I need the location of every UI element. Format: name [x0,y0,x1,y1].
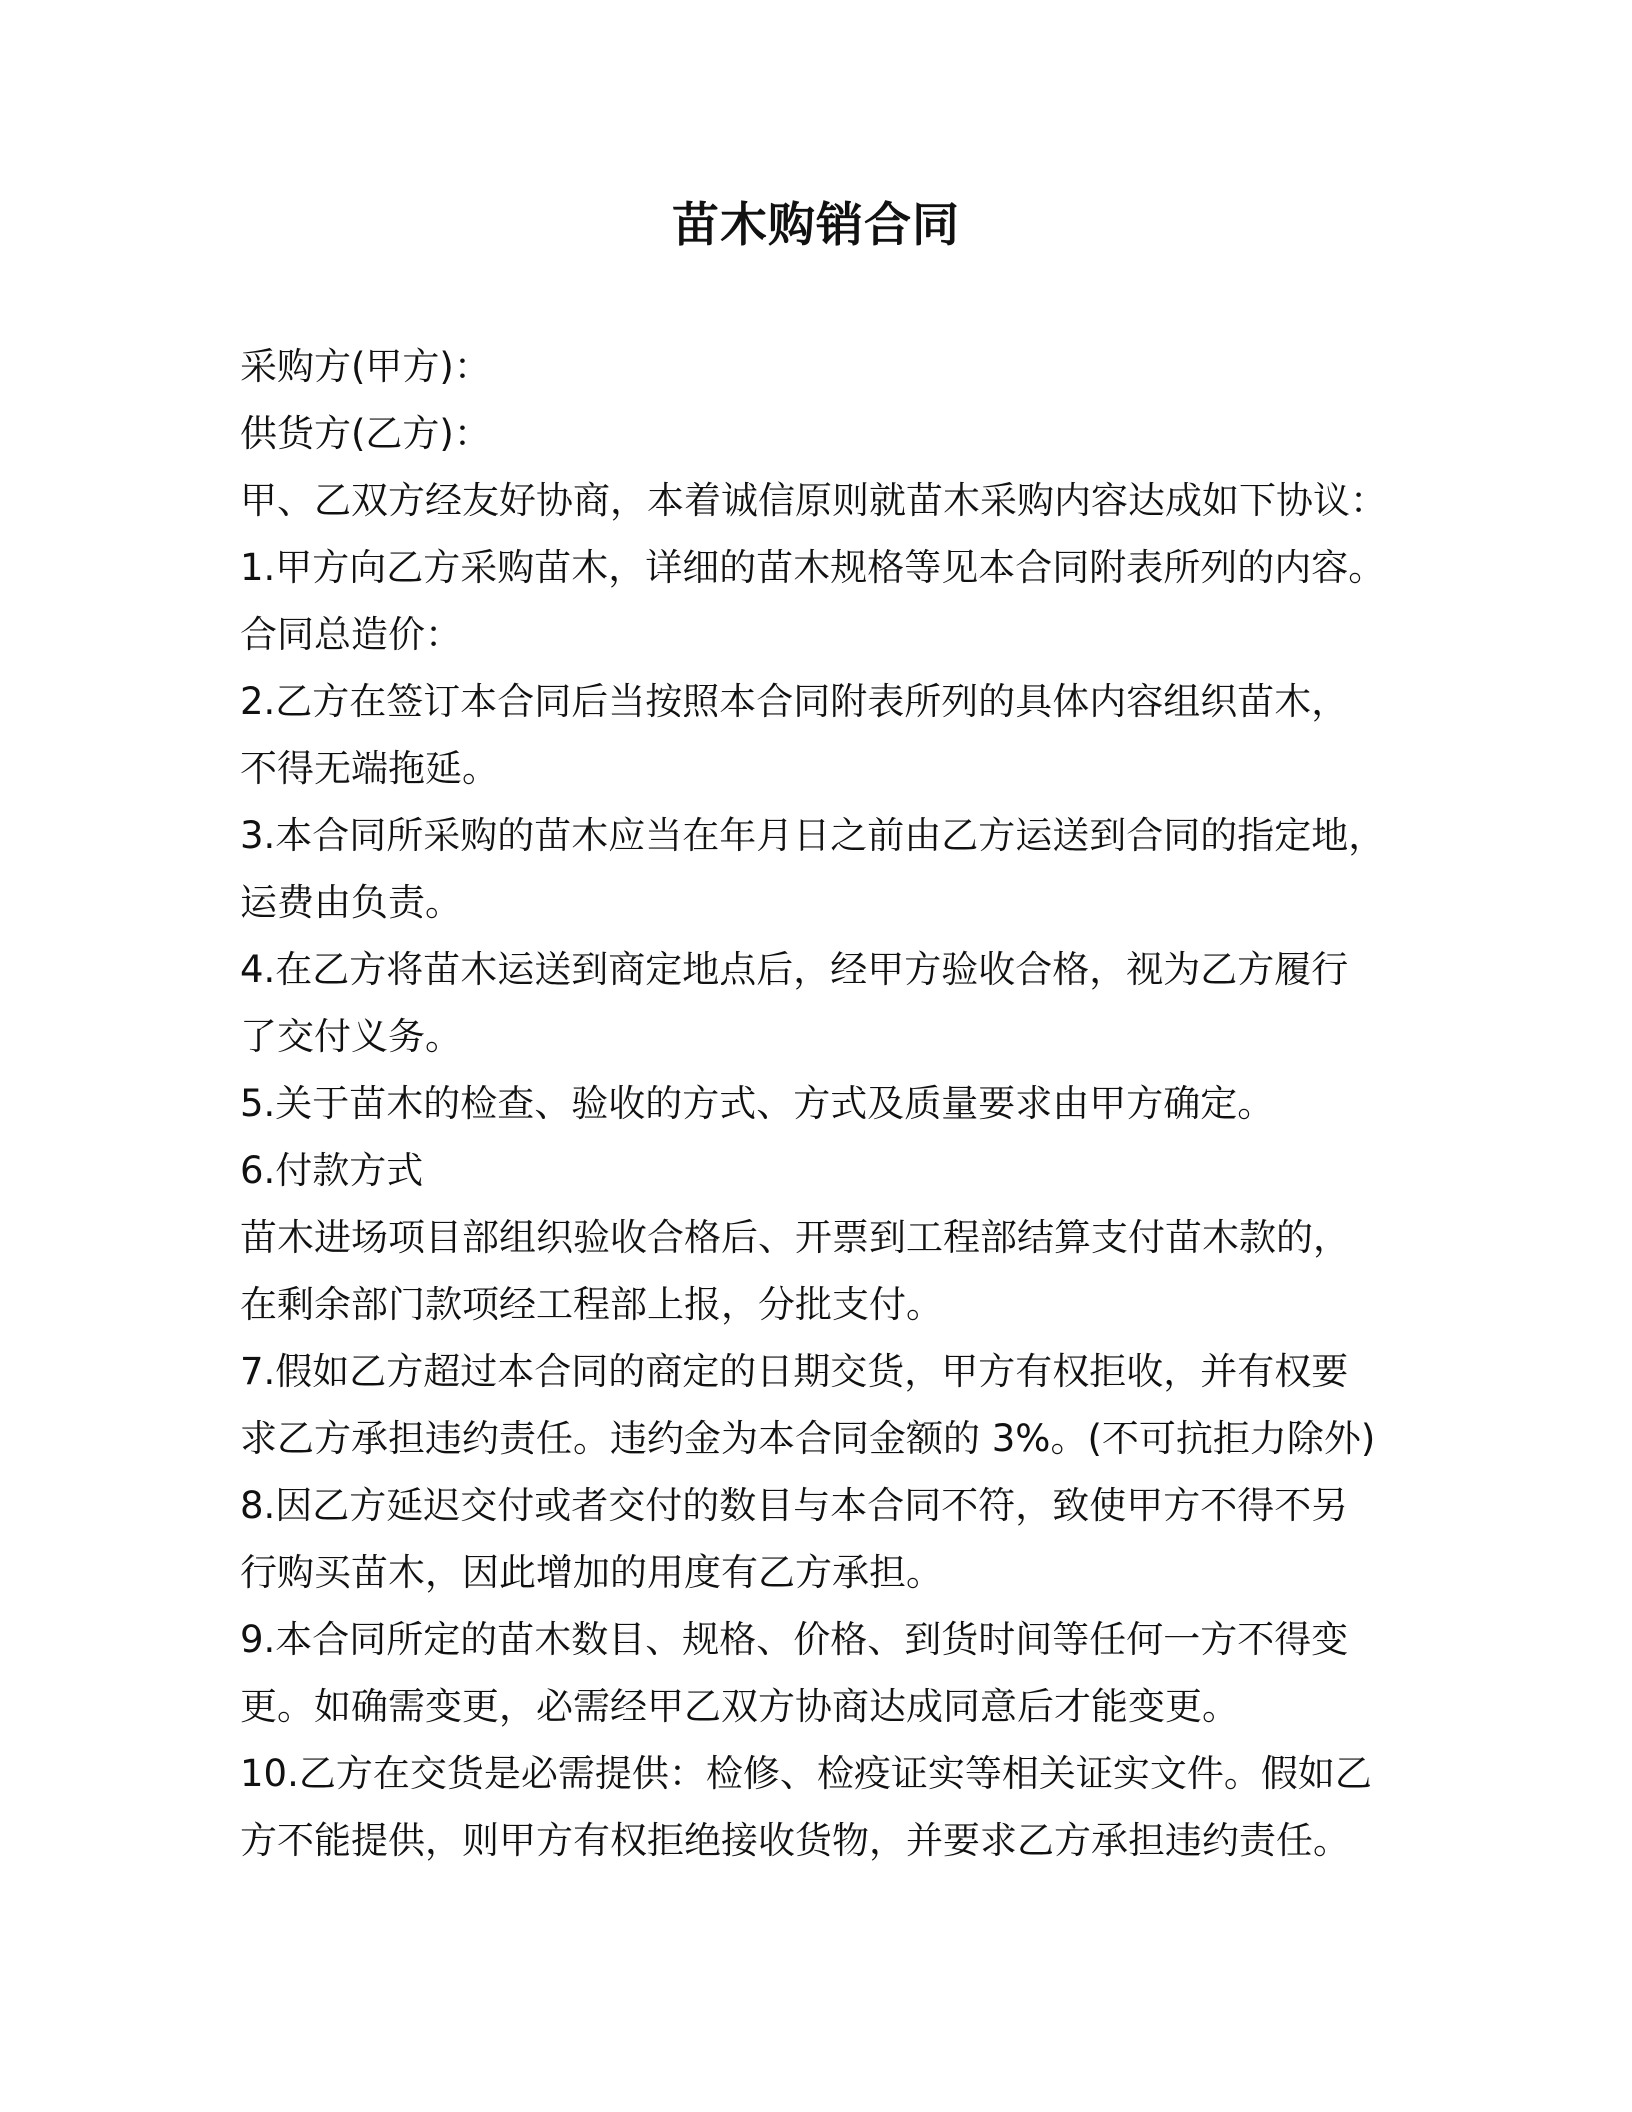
clause-7-line-2: 求乙方承担违约责任。违约金为本合同金额的 3%。(不可抗拒力除外) [240,1417,1376,1460]
clause-4-line-1: 4.在乙方将苗木运送到商定地点后，经甲方验收合格，视为乙方履行 [240,948,1349,991]
supplier-party-line: 供货方(乙方)： [240,412,491,455]
clause-10-line-2: 方不能提供，则甲方有权拒绝接收货物，并要求乙方承担违约责任。 [240,1819,1350,1862]
clause-6-heading: 6.付款方式 [240,1149,424,1192]
clause-5-line: 5.关于苗木的检查、验收的方式、方式及质量要求由甲方确定。 [240,1082,1275,1125]
clause-4-line-2: 了交付义务。 [240,1015,462,1058]
clause-2-line-1: 2.乙方在签订本合同后当按照本合同附表所列的具体内容组织苗木， [240,680,1349,723]
clause-10-line-1: 10.乙方在交货是必需提供：检修、检疫证实等相关证实文件。假如乙 [240,1752,1372,1795]
clause-6-line-2: 在剩余部门款项经工程部上报，分批支付。 [240,1283,943,1326]
clause-2-line-2: 不得无端拖延。 [240,747,499,790]
document-title: 苗木购销合同 [672,198,960,253]
clause-9-line-2: 更。如确需变更，必需经甲乙双方协商达成同意后才能变更。 [240,1685,1239,1728]
clause-8-line-2: 行购买苗木，因此增加的用度有乙方承担。 [240,1551,943,1594]
clause-9-line-1: 9.本合同所定的苗木数目、规格、价格、到货时间等任何一方不得变 [240,1618,1349,1661]
clause-8-line-1: 8.因乙方延迟交付或者交付的数目与本合同不符，致使甲方不得不另 [240,1484,1349,1527]
clause-3-line-1: 3.本合同所采购的苗木应当在年月日之前由乙方运送到合同的指定地， [240,814,1386,857]
clause-7-line-1: 7.假如乙方超过本合同的商定的日期交货，甲方有权拒收，并有权要 [240,1350,1349,1393]
contract-body [240,333,1390,1874]
clause-3-line-2: 运费由负责。 [240,881,462,924]
clause-6-line-1: 苗木进场项目部组织验收合格后、开票到工程部结算支付苗木款的， [240,1216,1350,1259]
buyer-party-line: 采购方(甲方)： [240,345,491,388]
clause-1-line: 1.甲方向乙方采购苗木，详细的苗木规格等见本合同附表所列的内容。 [240,546,1386,589]
total-price-line: 合同总造价： [240,613,462,656]
agreement-intro-line: 甲、乙双方经友好协商，本着诚信原则就苗木采购内容达成如下协议： [240,479,1387,522]
